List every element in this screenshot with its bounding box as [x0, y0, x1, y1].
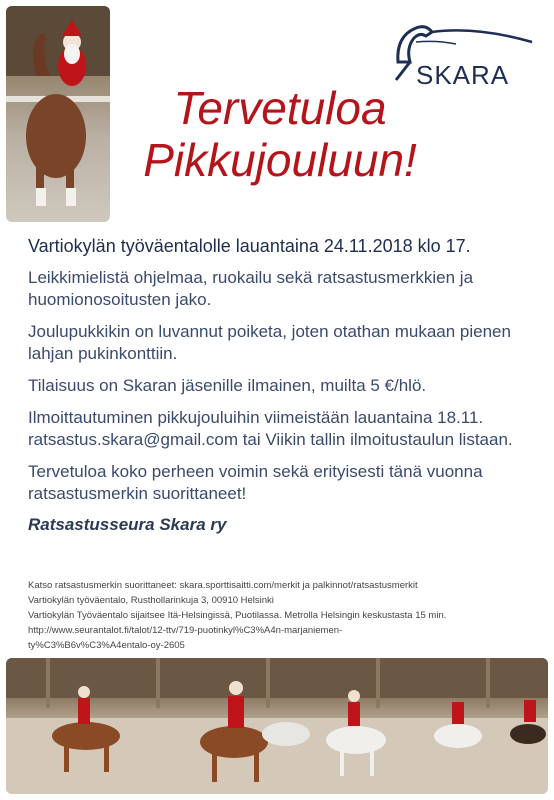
- title-line-1: Tervetuloa: [173, 82, 387, 134]
- paragraph-welcome: Tervetuloa koko perheen voimin sekä erityisesti tänä vuonna ratsastusmerkin suorittaneet!: [28, 462, 483, 503]
- footer-line: Katso ratsastusmerkin suorittaneet: skara.sporttisaitti.com/merkit ja palkinnot/ratsastusmerkit: [28, 580, 418, 591]
- footer-link[interactable]: ty%C3%B6v%C3%A4entalo-oy-2605: [28, 640, 185, 651]
- arena-riders-photo: [6, 658, 548, 794]
- santa-rider-photo: [6, 6, 110, 222]
- signature: Ratsastusseura Skara ry: [28, 515, 227, 534]
- paragraph-registration: Ilmoittautuminen pikkujouluihin viimeistään lauantaina 18.11. ratsastus.skara@gmail.com tai Viikin tallin ilmoitustaulun listaan.: [28, 408, 513, 449]
- page-title: [130, 82, 430, 186]
- footer-link[interactable]: http://www.seurantalot.fi/talot/12-ttv/719-puotinkyl%C3%A4n-marjaniemen-: [28, 625, 343, 636]
- footer-notes: [28, 578, 538, 653]
- paragraph-price: Tilaisuus on Skaran jäsenille ilmainen, muilta 5 €/hlö.: [28, 376, 427, 395]
- footer-line: Vartiokylän Työväentalo sijaitsee Itä-Helsingissä, Puotilassa. Metrolla Helsingin keskustasta 15 min.: [28, 610, 447, 621]
- brand-name: SKARA: [416, 60, 510, 90]
- paragraph-program: Leikkimielistä ohjelmaa, ruokailu sekä ratsastusmerkkien ja huomionosoitusten jako.: [28, 268, 474, 309]
- invitation-body: [28, 236, 538, 535]
- title-line-2: Pikkujouluun!: [143, 134, 417, 186]
- paragraph-santa: Joulupukkikin on luvannut poiketa, joten otathan mukaan pienen lahjan pukinkonttiin.: [28, 322, 511, 363]
- event-lead: Vartiokylän työväentalolle lauantaina 24.11.2018 klo 17.: [28, 236, 471, 256]
- footer-line: Vartiokylän työväentalo, Rusthollarinkuja 3, 00910 Helsinki: [28, 595, 274, 606]
